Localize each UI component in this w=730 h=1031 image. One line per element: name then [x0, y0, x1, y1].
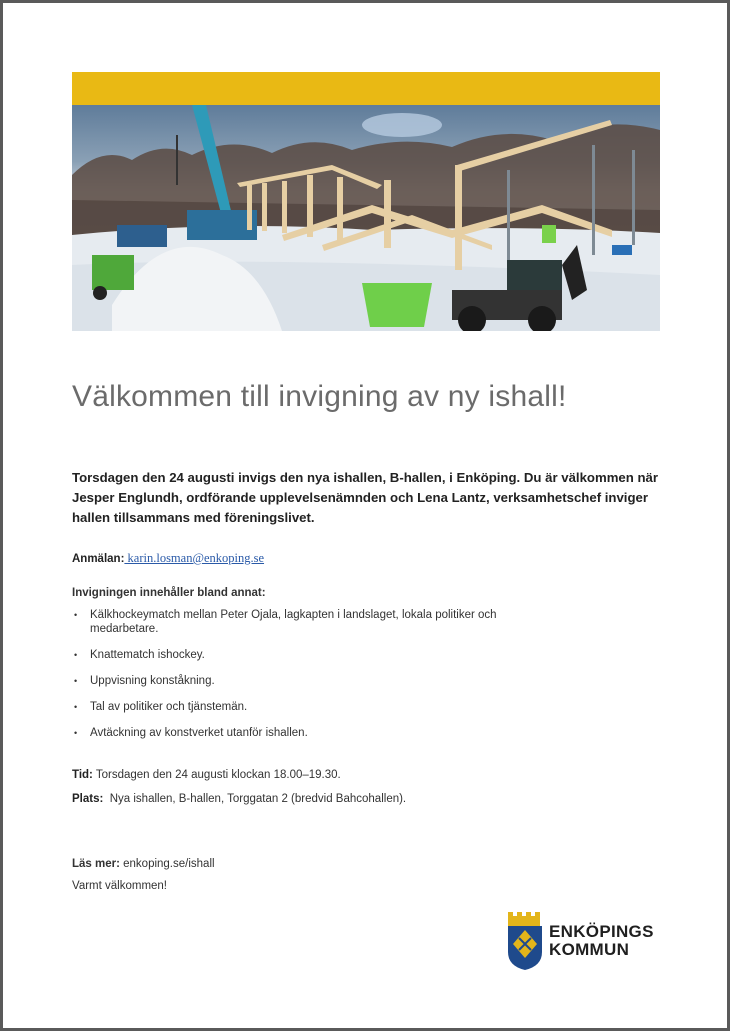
hero-photo	[72, 105, 660, 331]
read-more-label: Läs mer:	[72, 858, 120, 870]
enkoping-logo	[507, 910, 667, 972]
read-more-line	[72, 858, 215, 870]
time-line	[72, 769, 341, 781]
time-value: Torsdagen den 24 augusti klockan 18.00–19.30.	[92, 769, 341, 781]
logo-line-2: KOMMUN	[549, 940, 630, 959]
program-list	[72, 608, 552, 752]
logo-line-1: ENKÖPINGS	[549, 922, 654, 941]
logo-wordmark	[549, 923, 654, 959]
green-container	[362, 283, 432, 327]
place-label: Plats:	[72, 793, 104, 805]
construction-site-illustration	[72, 105, 660, 331]
crane-body	[187, 210, 257, 240]
program-item: • Knattematch ishockey.	[72, 648, 552, 662]
coat-of-arms-icon	[507, 910, 543, 972]
read-more-link[interactable]: enkoping.se/ishall	[119, 858, 215, 870]
program-heading: Invigningen innehåller bland annat:	[72, 587, 266, 599]
program-item: • Tal av politiker och tjänstemän.	[72, 700, 552, 714]
program-item: • Avtäckning av konstverket utanför ishallen.	[72, 726, 552, 740]
worker	[542, 225, 556, 243]
closing-text: Varmt välkommen!	[72, 880, 168, 892]
header-color-band	[72, 72, 660, 105]
signup-label: Anmälan:	[72, 553, 125, 565]
program-item: • Uppvisning konståkning.	[72, 674, 552, 688]
signup-line	[72, 551, 264, 566]
intro-paragraph: Torsdagen den 24 augusti invigs den nya ishallen, B-hallen, i Enköping. Du är välkommen när Jesper Englundh, ordförande upplevelsenämnden och Lena Lantz, verksamhetschef inviger hallen tillsammans med föreningslivet.	[72, 470, 658, 525]
place-value: Nya ishallen, B-hallen, Torggatan 2 (bredvid Bahcohallen).	[103, 793, 407, 805]
program-item: • Kälkhockeymatch mellan Peter Ojala, lagkapten i landslaget, lokala politiker och medarbetare.	[72, 608, 552, 636]
place-line	[72, 793, 406, 805]
signup-email-link[interactable]: karin.losman@enkoping.se	[124, 551, 265, 565]
time-label: Tid:	[72, 769, 93, 781]
green-vehicle	[92, 255, 134, 290]
truck	[117, 225, 167, 247]
page-title: Välkommen till invigning av ny ishall!	[72, 380, 567, 413]
cloud	[362, 113, 442, 137]
